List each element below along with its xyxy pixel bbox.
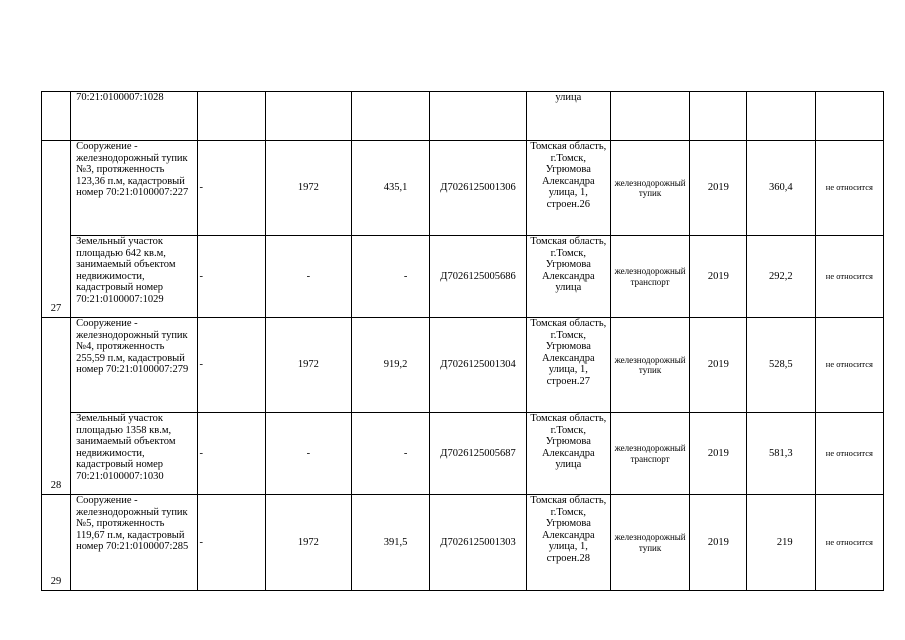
cell-area	[352, 92, 430, 141]
table-row	[42, 92, 884, 141]
cell-c3: -	[197, 236, 265, 318]
cell-desc: Сооружение - железнодорожный тупик №5, протяженность 119,67 п.м, кадастровый номер 70:21:0100007:285	[71, 495, 197, 591]
table-row	[42, 236, 884, 318]
cell-note	[815, 92, 883, 141]
cell-num	[42, 92, 71, 141]
cell-code: Д7026125005687	[430, 413, 526, 495]
table-body	[42, 92, 884, 591]
cell-c3	[197, 92, 265, 141]
cell-val: 292,2	[747, 236, 815, 318]
cell-addr: Томская область, г.Томск, Угрюмова Александра улица, 1, строен.28	[526, 495, 610, 591]
cell-type: железнодорожный тупик	[610, 141, 689, 236]
cell-year: 1972	[265, 141, 351, 236]
cell-area: -	[352, 413, 430, 495]
table-row	[42, 318, 884, 413]
cell-addr: Томская область, г.Томск, Угрюмова Александра улица	[526, 236, 610, 318]
cell-note: не относится	[815, 413, 883, 495]
cell-val: 360,4	[747, 141, 815, 236]
cell-year: 1972	[265, 318, 351, 413]
cell-year: -	[265, 413, 351, 495]
cell-desc: Земельный участок площадью 1358 кв.м, занимаемый объектом недвижимости, кадастровый номер 70:21:0100007:1030	[71, 413, 197, 495]
cell-addr: Томская область, г.Томск, Угрюмова Александра улица	[526, 413, 610, 495]
cell-area: 435,1	[352, 141, 430, 236]
property-table	[41, 91, 884, 591]
table-row	[42, 495, 884, 591]
cell-type	[610, 92, 689, 141]
cell-c3: -	[197, 495, 265, 591]
cell-tyear: 2019	[690, 236, 747, 318]
cell-type: железнодорожный тупик	[610, 318, 689, 413]
cell-year: -	[265, 236, 351, 318]
cell-c3: -	[197, 413, 265, 495]
cell-code: Д7026125005686	[430, 236, 526, 318]
cell-code: Д7026125001306	[430, 141, 526, 236]
cell-tyear: 2019	[690, 318, 747, 413]
cell-desc: 70:21:0100007:1028	[71, 92, 197, 141]
cell-val	[747, 92, 815, 141]
cell-type: железнодорожный транспорт	[610, 236, 689, 318]
cell-note: не относится	[815, 495, 883, 591]
cell-year: 1972	[265, 495, 351, 591]
cell-year	[265, 92, 351, 141]
cell-desc: Земельный участок площадью 642 кв.м, занимаемый объектом недвижимости, кадастровый номер 70:21:0100007:1029	[71, 236, 197, 318]
cell-num: 27	[42, 141, 71, 318]
cell-c3: -	[197, 318, 265, 413]
cell-val: 219	[747, 495, 815, 591]
cell-note: не относится	[815, 236, 883, 318]
cell-area: 919,2	[352, 318, 430, 413]
cell-note: не относится	[815, 318, 883, 413]
cell-tyear: 2019	[690, 495, 747, 591]
cell-code: Д7026125001304	[430, 318, 526, 413]
cell-tyear	[690, 92, 747, 141]
cell-c3: -	[197, 141, 265, 236]
table-row	[42, 413, 884, 495]
cell-area: -	[352, 236, 430, 318]
cell-val: 581,3	[747, 413, 815, 495]
cell-code: Д7026125001303	[430, 495, 526, 591]
cell-num: 28	[42, 318, 71, 495]
cell-addr: Томская область, г.Томск, Угрюмова Александра улица, 1, строен.26	[526, 141, 610, 236]
cell-desc: Сооружение - железнодорожный тупик №3, протяженность 123,36 п.м, кадастровый номер 70:21:0100007:227	[71, 141, 197, 236]
cell-tyear: 2019	[690, 413, 747, 495]
cell-code	[430, 92, 526, 141]
cell-note: не относится	[815, 141, 883, 236]
cell-area: 391,5	[352, 495, 430, 591]
cell-type: железнодорожный транспорт	[610, 413, 689, 495]
cell-desc: Сооружение - железнодорожный тупик №4, протяженность 255,59 п.м, кадастровый номер 70:21:0100007:279	[71, 318, 197, 413]
cell-tyear: 2019	[690, 141, 747, 236]
cell-addr: Томская область, г.Томск, Угрюмова Александра улица, 1, строен.27	[526, 318, 610, 413]
table-row	[42, 141, 884, 236]
cell-val: 528,5	[747, 318, 815, 413]
cell-type: железнодорожный тупик	[610, 495, 689, 591]
cell-addr: улица	[526, 92, 610, 141]
cell-num: 29	[42, 495, 71, 591]
